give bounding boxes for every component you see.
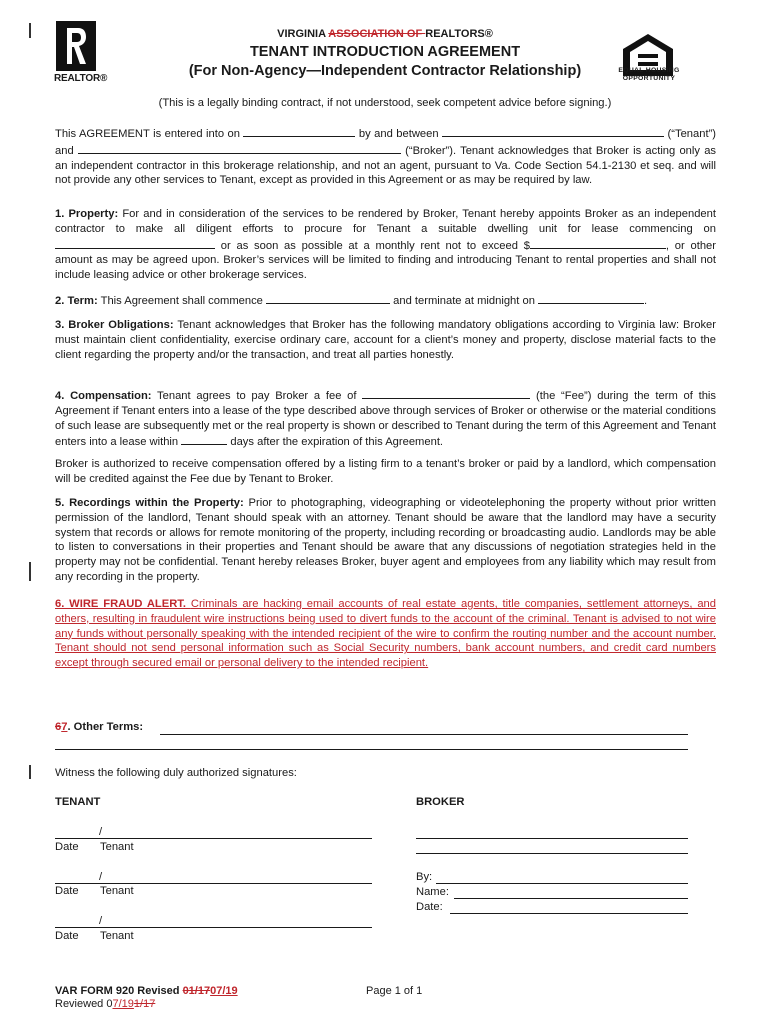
date-label: Date bbox=[55, 841, 79, 853]
by-label: By: bbox=[416, 871, 433, 883]
form-date-new: 07/19 bbox=[210, 985, 238, 997]
section-heading: 4. Compensation: bbox=[55, 390, 152, 402]
intro-text-b: by and between bbox=[358, 128, 439, 140]
tenant-signature-line[interactable] bbox=[55, 838, 372, 839]
reviewed-prefix: Reviewed 0 bbox=[55, 998, 113, 1010]
other-terms-line[interactable] bbox=[55, 749, 688, 750]
term-start-blank[interactable] bbox=[266, 292, 390, 304]
section-text: Tenant acknowledges that Broker has the following mandatory obligations according to Virginia law: Broker must maintain client confidentiality, exercise ordinary care, account for a client’s money and property, disclose material facts to the client regarding the property and/or the transaction, and treat all parties honestly. bbox=[55, 319, 716, 361]
eho-line-2: OPPORTUNITY bbox=[622, 75, 676, 82]
by-line[interactable] bbox=[436, 883, 688, 884]
section-recordings bbox=[55, 496, 716, 585]
section-number-new: 7 bbox=[61, 721, 68, 733]
max-rent-blank[interactable] bbox=[530, 237, 666, 249]
section-compensation bbox=[55, 387, 716, 450]
reviewed-date-new: 7/19 bbox=[112, 998, 134, 1010]
other-terms-label bbox=[55, 721, 143, 733]
section-heading: 5. Recordings within the Property: bbox=[55, 497, 244, 509]
association-line bbox=[0, 28, 770, 40]
intro-text-c: (“Tenant”) and bbox=[55, 128, 717, 157]
section-text: This Agreement shall commence bbox=[100, 295, 263, 307]
section-text: . bbox=[644, 295, 648, 307]
broker-heading: BROKER bbox=[416, 796, 465, 808]
signature-slash: / bbox=[99, 871, 103, 883]
date-blank[interactable] bbox=[243, 125, 355, 137]
change-bar bbox=[29, 562, 31, 581]
section-heading: 3. Broker Obligations: bbox=[55, 319, 174, 331]
broker-date-line[interactable] bbox=[450, 913, 688, 914]
reviewed-line bbox=[55, 998, 155, 1010]
intro-paragraph bbox=[55, 125, 716, 188]
section-text: and terminate at midnight on bbox=[393, 295, 535, 307]
term-end-blank[interactable] bbox=[538, 292, 644, 304]
eho-line-1: EQUAL HOUSING bbox=[618, 67, 680, 74]
tenant-label: Tenant bbox=[100, 930, 134, 942]
section-text: Prior to photographing, videographing or videotelephoning the property without prior written permission of the landlord, Tenant should speak with an attorney. Tenant should be aware that the landlord may have a security system that records or allows for remote monitoring of the property, including recording or broadcasting audio. Landlords may be able to listen to conversations in their properties and Tenant should be aware that any discussions of negotiation strategies held in the property may not be confidential. Tenant hereby releases Broker, buyer agent and employees from any liability which may result from any recording in the property. bbox=[55, 497, 716, 583]
section-text: Criminals are hacking email accounts of real estate agents, title companies, settlement attorneys, and others, resulting in fraudulent wire instructions being used to divert funds to the account of the criminal. Tenant is advised to not wire any funds without personally speaking with the intended recipient of the wire to confirm the routing number and the account number. Tenant should not send personal information such as Social Security numbers, bank account numbers, and credit card numbers except through secured email or personal delivery to the intended recipient. bbox=[55, 598, 716, 670]
commence-date-blank[interactable] bbox=[55, 237, 215, 249]
tenant-label: Tenant bbox=[100, 841, 134, 853]
section-property bbox=[55, 207, 716, 283]
legal-notice: (This is a legally binding contract, if not understood, seek competent advice before signing.) bbox=[158, 97, 612, 109]
section-heading: 6. WIRE FRAUD ALERT. bbox=[55, 598, 186, 610]
tenant-signature-line[interactable] bbox=[55, 927, 372, 928]
form-revision bbox=[55, 985, 238, 997]
signature-slash: / bbox=[99, 915, 103, 927]
assoc-struck: ASSOCIATION OF bbox=[328, 28, 426, 40]
broker-firm-line[interactable] bbox=[416, 853, 688, 854]
section-heading: 2. Term: bbox=[55, 295, 98, 307]
section-wire-fraud bbox=[55, 597, 716, 671]
section-text: days after the expiration of this Agreement. bbox=[230, 436, 444, 449]
reviewed-date-struck: 1/17 bbox=[133, 998, 156, 1010]
section-text: Tenant agrees to pay Broker a fee of bbox=[157, 390, 357, 402]
tenant-label: Tenant bbox=[100, 885, 134, 897]
form-prefix: VAR FORM 920 Revised bbox=[55, 985, 183, 997]
tenant-name-blank[interactable] bbox=[442, 125, 664, 137]
name-label: Name: bbox=[416, 886, 449, 898]
compensation-note: Broker is authorized to receive compensation offered by a listing firm to a tenant’s broker or paid by a landlord, which compensation will be credited against the Fee due by Tenant to Broker. bbox=[55, 458, 716, 485]
section-text: , or other amount as may be agreed upon. Broker’s services will be limited to finding and introducing Tenant to rental properties and shall not include leasing advice or other brokerage services. bbox=[55, 239, 716, 282]
name-line[interactable] bbox=[454, 898, 688, 899]
tenant-heading: TENANT bbox=[55, 796, 101, 808]
realtor-logo-text: REALTOR® bbox=[54, 73, 108, 84]
broker-firm-line[interactable] bbox=[416, 838, 688, 839]
page-title: TENANT INTRODUCTION AGREEMENT bbox=[249, 44, 521, 60]
tenant-signature-line[interactable] bbox=[55, 883, 372, 884]
assoc-prefix: VIRGINIA bbox=[277, 28, 329, 40]
section-broker-obligations bbox=[55, 318, 716, 362]
section-number-struck: 6 bbox=[55, 721, 62, 733]
broker-name-blank[interactable] bbox=[78, 142, 401, 154]
page-subtitle: (For Non-Agency—Independent Contractor Relationship) bbox=[188, 63, 582, 79]
section-term bbox=[55, 292, 716, 309]
intro-text-a: This AGREEMENT is entered into on bbox=[55, 128, 240, 140]
intro-text-d: (“Broker”). Tenant acknowledges that Broker is acting only as an independent contractor in this brokerage relationship, and not an agent, pursuant to Va. Code Section 54.1-2130 et seq. and will not provide any other services to Tenant, except as provided in this Agreement or as may be required by law. bbox=[55, 144, 717, 187]
date-label: Date bbox=[55, 885, 79, 897]
section-text: or as soon as possible at a monthly rent not to exceed $ bbox=[220, 239, 530, 252]
witness-text: Witness the following duly authorized signatures: bbox=[55, 767, 297, 779]
date-label: Date bbox=[55, 930, 79, 942]
section-text: For and in consideration of the services to be rendered by Broker, Tenant hereby appoints Broker as an independent contractor to make all diligent efforts to procure for Tenant a suitable dwelling unit for lease commencing on bbox=[55, 208, 716, 235]
other-terms-line[interactable] bbox=[160, 734, 688, 735]
fee-blank[interactable] bbox=[362, 387, 530, 399]
section-heading: . Other Terms: bbox=[67, 721, 144, 733]
assoc-suffix: REALTORS® bbox=[425, 28, 493, 40]
section-text: (the “Fee”) during the term of this Agreement if Tenant enters into a lease of the type described above through services of Broker or otherwise or the material conditions of such lease are subsequently met or the real property is shown or described to Tenant during the term of this Agreement and Tenant enters into a lease within bbox=[55, 390, 717, 449]
form-date-struck: 01/17 bbox=[182, 985, 211, 997]
broker-date-label: Date: bbox=[416, 901, 443, 913]
days-blank[interactable] bbox=[181, 433, 227, 445]
section-heading: 1. Property: bbox=[55, 208, 119, 220]
change-bar bbox=[29, 765, 31, 779]
page-number: Page 1 of 1 bbox=[366, 985, 423, 997]
signature-slash: / bbox=[99, 826, 103, 838]
